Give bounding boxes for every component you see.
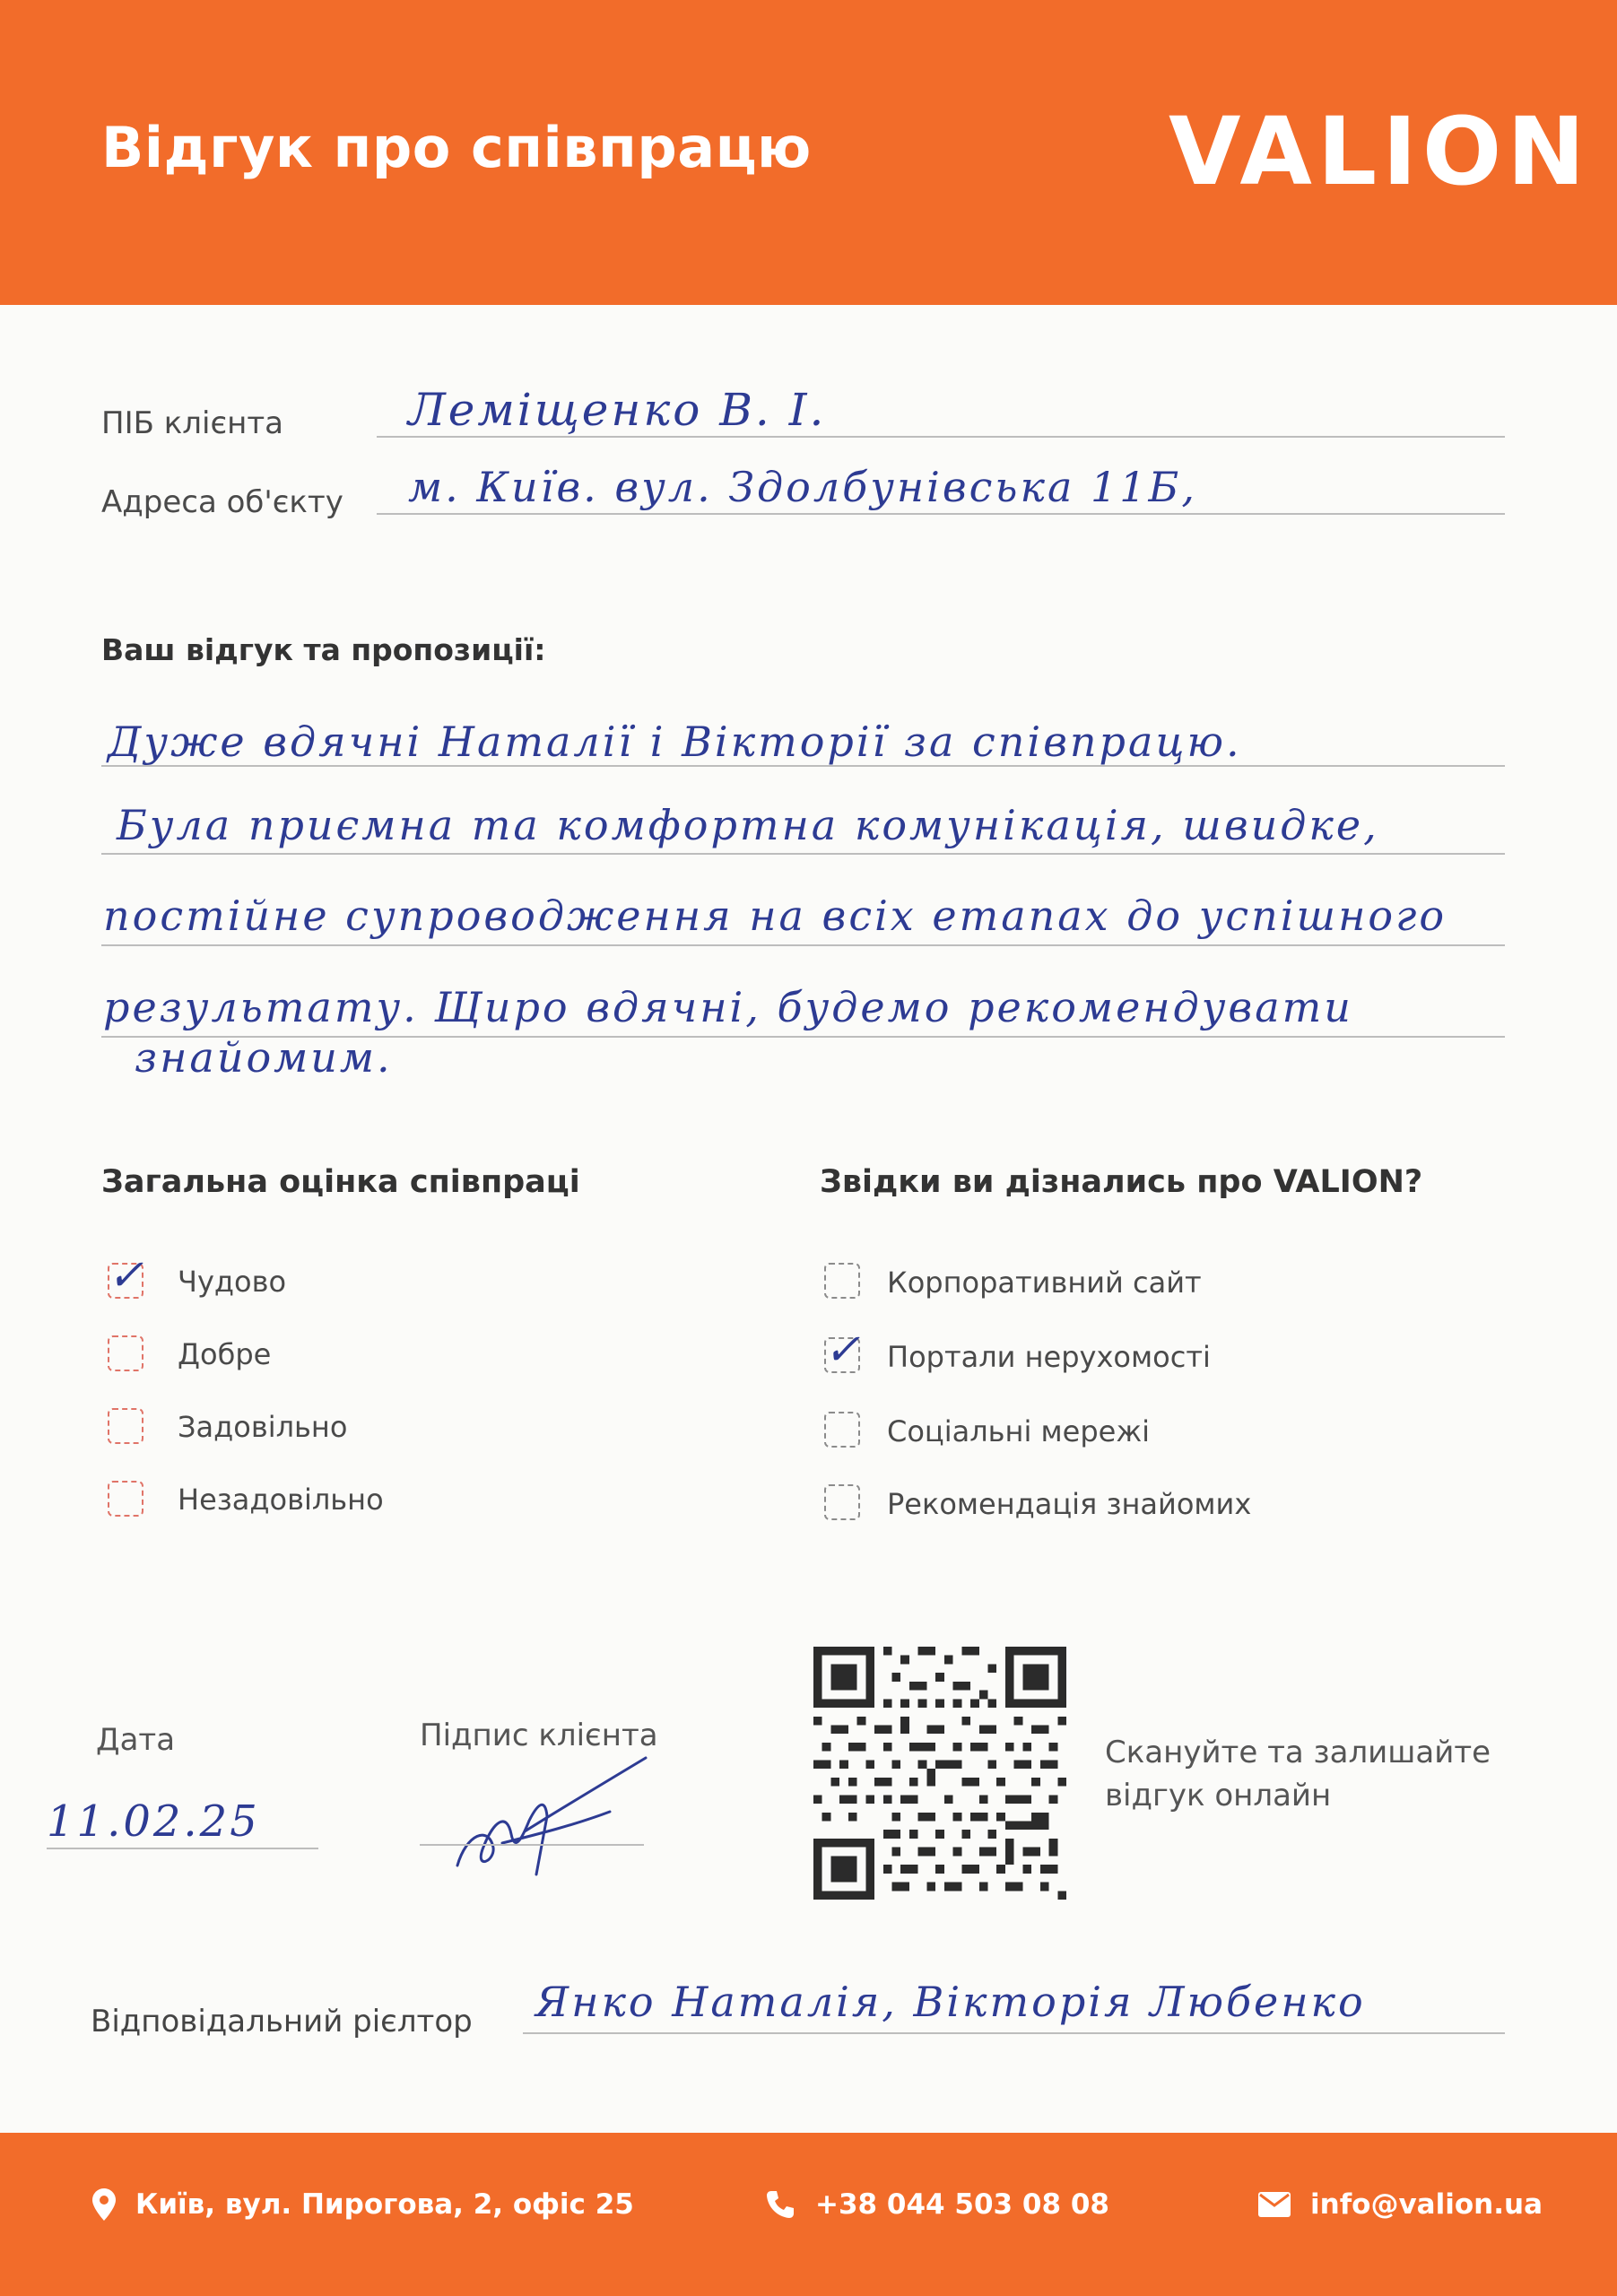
realtor-label: Відповідальний рієлтор <box>91 2004 473 2039</box>
realtor-line <box>523 2032 1505 2034</box>
form-title: Відгук про співпрацю <box>101 115 812 180</box>
qr-caption-line-2: відгук онлайн <box>1105 1778 1332 1813</box>
address-line <box>377 513 1505 515</box>
check-mark-icon: ✓ <box>108 1250 144 1300</box>
footer-phone-text: +38 044 503 08 08 <box>815 2188 1109 2221</box>
source-option-portals: Портали нерухомості <box>887 1340 1211 1374</box>
envelope-icon <box>1258 2192 1291 2217</box>
qr-code[interactable] <box>813 1647 1066 1900</box>
feedback-line-3: постійне супроводження на всіх етапах до успішного <box>103 891 1447 940</box>
source-checkbox-website[interactable] <box>824 1263 860 1299</box>
realtor-value: Янко Наталія, Вікторія Любенко <box>535 1978 1366 2026</box>
client-name-value: Леміщенко В. І. <box>408 384 827 436</box>
feedback-line-5: знайомим. <box>135 1033 393 1082</box>
source-heading: Звідки ви дізнались про VALION? <box>820 1164 1423 1200</box>
rating-heading: Загальна оцінка співпраці <box>101 1164 580 1200</box>
rating-option-unsatisfactory: Незадовільно <box>178 1483 384 1517</box>
qr-caption <box>1105 1731 1491 1817</box>
source-checkbox-referral[interactable] <box>824 1484 860 1520</box>
location-pin-icon <box>92 2188 116 2221</box>
rating-option-satisfactory: Задовільно <box>178 1410 348 1444</box>
footer-address-text: Київ, вул. Пирогова, 2, офіс 25 <box>135 2188 634 2221</box>
feedback-line-2: Була приємна та комфортна комунікація, швидке, <box>117 801 1379 849</box>
footer-address <box>92 2188 634 2221</box>
rating-checkbox-satisfactory[interactable] <box>108 1408 143 1444</box>
feedback-rule-2 <box>101 853 1505 855</box>
feedback-rule-1 <box>101 765 1505 767</box>
footer-email[interactable] <box>1258 2188 1543 2221</box>
rating-option-good: Добре <box>178 1337 272 1371</box>
source-checkbox-portals[interactable] <box>824 1325 861 1375</box>
phone-icon <box>765 2189 795 2220</box>
signature-label: Підпис клієнта <box>420 1718 658 1753</box>
feedback-heading: Ваш відгук та пропозиції: <box>101 632 546 667</box>
source-option-referral: Рекомендація знайомих <box>887 1487 1252 1521</box>
date-line <box>47 1848 318 1849</box>
address-label: Адреса об'єкту <box>101 484 343 520</box>
source-option-social: Соціальні мережі <box>887 1414 1151 1448</box>
qr-caption-line-1: Скануйте та залишайте <box>1105 1735 1491 1770</box>
brand-logo: VALION <box>1169 97 1591 206</box>
feedback-rule-3 <box>101 944 1505 946</box>
check-mark-icon: ✓ <box>824 1325 861 1375</box>
rating-checkbox-good[interactable] <box>108 1335 143 1371</box>
source-checkbox-social[interactable] <box>824 1412 860 1448</box>
source-option-website: Корпоративний сайт <box>887 1265 1202 1300</box>
footer-bar <box>0 2133 1617 2296</box>
date-value: 11.02.25 <box>47 1796 260 1847</box>
rating-option-excellent: Чудово <box>178 1265 287 1299</box>
feedback-line-4: результату. Щиро вдячні, будемо рекомендувати <box>103 983 1353 1031</box>
rating-checkbox-excellent[interactable] <box>108 1250 144 1300</box>
signature-line <box>420 1844 644 1846</box>
header-bar <box>0 0 1617 305</box>
client-name-line <box>377 436 1505 438</box>
client-name-label: ПІБ клієнта <box>101 405 283 441</box>
feedback-line-1: Дуже вдячні Наталії і Вікторії за співпрацю. <box>108 718 1242 766</box>
address-value: м. Київ. вул. Здолбунівська 11Б, <box>408 463 1197 511</box>
footer-phone[interactable] <box>765 2188 1109 2221</box>
footer-email-text: info@valion.ua <box>1310 2188 1543 2221</box>
client-signature <box>439 1749 655 1883</box>
rating-checkbox-unsatisfactory[interactable] <box>108 1481 143 1517</box>
date-label: Дата <box>96 1722 176 1758</box>
